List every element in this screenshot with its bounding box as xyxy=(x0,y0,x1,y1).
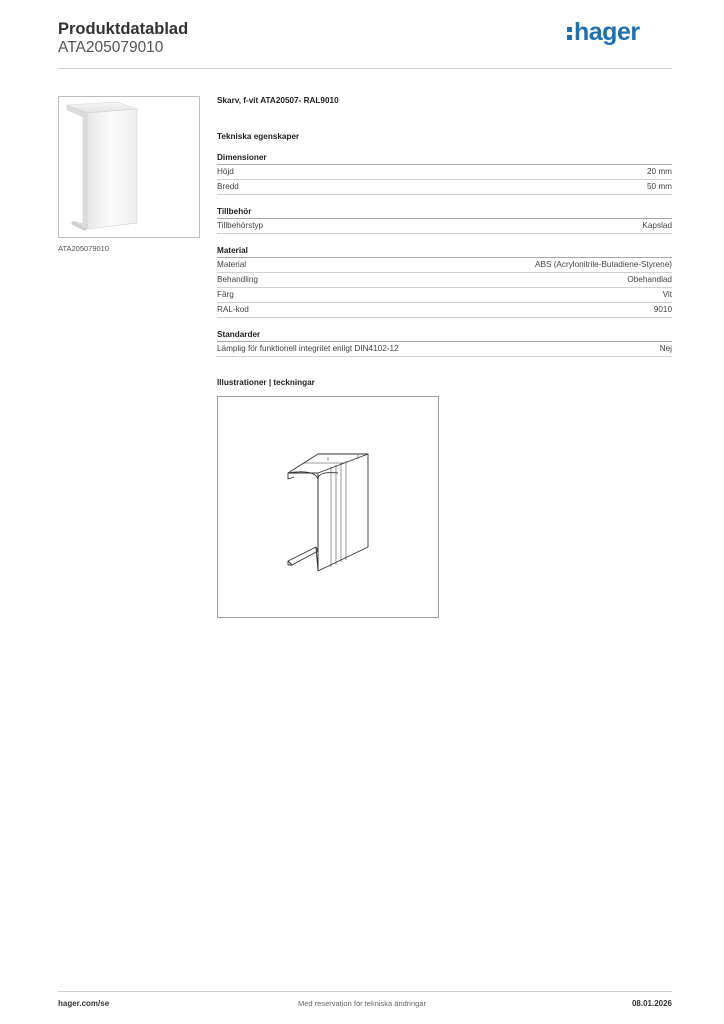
footer-disclaimer: Med reservation för tekniska ändringar xyxy=(298,999,426,1008)
logo-text: hager xyxy=(574,18,640,46)
spec-value: Obehandlad xyxy=(627,275,672,284)
spec-value: Vit xyxy=(662,290,672,299)
product-code: ATA205079010 xyxy=(58,39,164,56)
spec-label: Bredd xyxy=(217,182,239,191)
technical-heading: Tekniska egenskaper xyxy=(217,132,300,141)
spec-row xyxy=(217,165,672,180)
section-title: Material xyxy=(217,246,672,258)
hager-logo[interactable] xyxy=(567,18,640,47)
spec-value: ABS (Acrylonitrile-Butadiene-Styrene) xyxy=(535,260,672,269)
spec-content xyxy=(217,96,672,357)
logo-colon-mark xyxy=(567,24,572,43)
spec-row xyxy=(217,342,672,357)
section-title: Tillbehör xyxy=(217,207,672,219)
spec-value: 50 mm xyxy=(646,182,672,191)
spec-label: Tillbehörstyp xyxy=(217,221,264,230)
product-photo-graphic xyxy=(59,97,199,237)
spec-label: Behandling xyxy=(217,275,258,284)
website-link[interactable]: hager.com/se xyxy=(58,999,110,1008)
spec-section-accessories xyxy=(217,207,672,234)
illustrations-heading: Illustrationer | teckningar xyxy=(217,378,315,387)
spec-row xyxy=(217,288,672,303)
spec-row xyxy=(217,219,672,234)
spec-value: 20 mm xyxy=(646,167,672,176)
product-photo xyxy=(58,96,200,238)
spec-value: Kapslad xyxy=(642,221,672,230)
photo-caption: ATA205079010 xyxy=(58,244,110,253)
spec-label: Material xyxy=(217,260,247,269)
section-title: Dimensioner xyxy=(217,153,672,165)
spec-value: Nej xyxy=(659,344,672,353)
line-drawing-graphic xyxy=(218,397,438,617)
spec-row xyxy=(217,273,672,288)
spec-label: Lämplig för funktionell integritet enligt DIN4102-12 xyxy=(217,344,399,353)
spec-value: 9010 xyxy=(653,305,672,314)
spec-label: Färg xyxy=(217,290,234,299)
spec-section-standards xyxy=(217,330,672,357)
technical-drawing xyxy=(217,396,439,618)
header-divider xyxy=(58,68,672,69)
spec-row xyxy=(217,258,672,273)
spec-section-material xyxy=(217,246,672,318)
product-title: Skarv, f-vit ATA20507- RAL9010 xyxy=(217,96,339,105)
spec-label: Höjd xyxy=(217,167,234,176)
footer-divider xyxy=(58,991,672,992)
spec-row xyxy=(217,303,672,318)
section-title: Standarder xyxy=(217,330,672,342)
footer-date: 08.01.2026 xyxy=(631,999,672,1008)
spec-row xyxy=(217,180,672,195)
spec-section-dimensions xyxy=(217,153,672,195)
spec-label: RAL-kod xyxy=(217,305,249,314)
page-title: Produktdatablad xyxy=(58,20,189,38)
